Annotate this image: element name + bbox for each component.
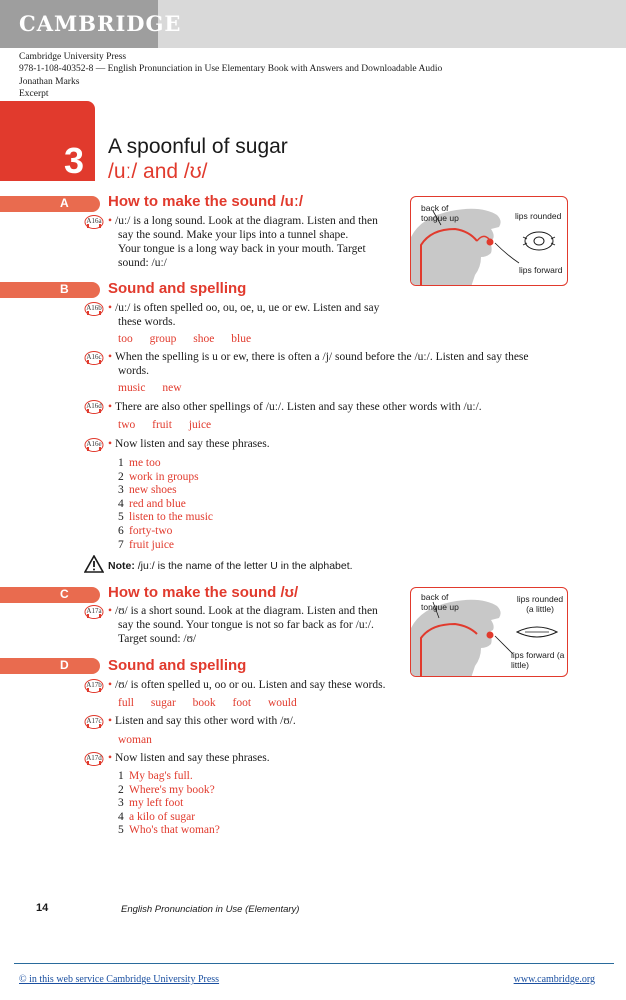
copyright-link[interactable]: © in this web service Cambridge University Press: [19, 974, 220, 985]
diagram-label-lips: lips rounded (a little): [516, 594, 564, 614]
item-line: /uː/ is often spelled oo, ou, oe, u, ue or ew. Listen and say: [115, 302, 380, 314]
section-d-heading: Sound and spelling: [108, 657, 247, 674]
bullet-icon: •: [108, 605, 113, 617]
footer-divider: [14, 963, 614, 964]
bullet-icon: •: [108, 401, 113, 413]
word-list-1: [118, 333, 265, 345]
meta-author: Jonathan Marks: [19, 76, 80, 87]
word: juice: [188, 419, 212, 431]
audio-track-icon[interactable]: [84, 301, 104, 316]
word: shoe: [193, 333, 215, 345]
bullet-icon: •: [108, 752, 113, 764]
note: [108, 560, 353, 572]
word: book: [192, 697, 216, 709]
section-d-item-1: [108, 678, 385, 692]
section-b-bar: [0, 282, 100, 298]
item-line: Now listen and say these phrases.: [115, 438, 270, 450]
item-line: Now listen and say these phrases.: [115, 752, 270, 764]
diagram-label-lips: lips rounded: [515, 211, 562, 221]
section-b-letter: B: [60, 282, 69, 296]
publisher-logo: CAMBRIDGE: [19, 11, 182, 36]
section-c-bar: [0, 587, 100, 603]
word: foot: [232, 697, 252, 709]
phrase-item: 2 work in groups: [118, 470, 199, 483]
section-a-line: sound: /uː/: [118, 257, 167, 269]
audio-track-icon[interactable]: [84, 214, 104, 229]
diagram-label-tongue: back of tongue up: [421, 592, 459, 612]
website-link[interactable]: www.cambridge.org: [513, 974, 595, 985]
word-list-4: [118, 697, 311, 709]
section-d-letter: D: [60, 658, 69, 672]
item-line: When the spelling is u or ew, there is often a /j/ sound before the /uː/. Listen and say these: [115, 351, 529, 363]
section-b-item-3: [108, 400, 482, 414]
diagram-label-forward: lips forward: [519, 265, 563, 275]
section-b-item-2: [108, 350, 529, 378]
section-d-bar: [0, 658, 100, 674]
audio-track-icon[interactable]: [84, 437, 104, 452]
audio-track-icon[interactable]: [84, 714, 104, 729]
bullet-icon: •: [108, 679, 113, 691]
book-metadata: [19, 51, 442, 101]
section-d-item-3: [108, 751, 270, 765]
item-line: /ʊ/ is often spelled u, oo or ou. Listen and say these words.: [115, 679, 386, 691]
audio-track-label: A16e: [86, 440, 102, 448]
phrase-list-d: [118, 770, 220, 838]
section-a-line: say the sound. Make your lips into a tunnel shape.: [118, 229, 349, 241]
item-line: There are also other spellings of /uː/. Listen and say these other words with /uː/.: [115, 401, 482, 413]
phrase-list-b: [118, 457, 213, 552]
unit-number: 3: [64, 140, 85, 181]
mouth-diagram-uu: [410, 196, 568, 286]
audio-track-label: A16a: [86, 217, 102, 225]
audio-track-icon[interactable]: [84, 678, 104, 693]
item-line: these words.: [118, 316, 176, 328]
phrase-item: 2 Where's my book?: [118, 783, 215, 796]
unit-subtitle: /uː/ and /ʊ/: [108, 160, 208, 183]
word-list-5: [118, 734, 166, 746]
section-a-text: [108, 214, 378, 270]
note-text: /juː/ is the name of the letter U in the alphabet.: [137, 560, 353, 572]
section-a-line: /uː/ is a long sound. Look at the diagram. Listen and then: [115, 215, 378, 227]
word: new: [162, 382, 182, 394]
word: two: [118, 419, 136, 431]
phrase-item: 4 a kilo of sugar: [118, 810, 196, 823]
audio-track-icon[interactable]: [84, 604, 104, 619]
word: sugar: [150, 697, 176, 709]
word: woman: [118, 734, 152, 746]
word: fruit: [152, 419, 172, 431]
section-c-line: say the sound. Your tongue is not so far back as for /uː/.: [118, 619, 374, 631]
word: group: [149, 333, 177, 345]
phrase-item: 1 My bag's full.: [118, 770, 193, 782]
phrase-item: 6 forty-two: [118, 524, 173, 537]
section-c-heading: How to make the sound /ʊ/: [108, 584, 299, 601]
audio-track-label: A17a: [86, 607, 102, 615]
section-c-line: /ʊ/ is a short sound. Look at the diagram. Listen and then: [115, 605, 378, 617]
bullet-icon: •: [108, 438, 113, 450]
word: full: [118, 697, 134, 709]
phrase-item: 7 fruit juice: [118, 538, 175, 551]
book-title-footer: English Pronunciation in Use (Elementary): [121, 904, 300, 915]
diagram-label-forward: lips forward (a little): [511, 650, 565, 670]
audio-track-label: A16b: [86, 304, 102, 312]
word: music: [118, 382, 146, 394]
phrase-item: 5 Who's that woman?: [118, 824, 220, 837]
page-number: 14: [36, 902, 49, 914]
section-b-item-4: [108, 437, 270, 451]
section-a-heading: How to make the sound /uː/: [108, 193, 304, 210]
phrase-item: 4 red and blue: [118, 497, 186, 510]
word: blue: [231, 333, 252, 345]
phrase-item: 1 me too: [118, 457, 161, 469]
meta-publisher: Cambridge University Press: [19, 52, 127, 62]
section-c-letter: C: [60, 587, 69, 601]
section-b-heading: Sound and spelling: [108, 280, 247, 297]
note-label: Note:: [108, 560, 135, 572]
word-list-3: [118, 419, 225, 431]
section-a-bar: [0, 196, 100, 212]
word-list-2: [118, 382, 196, 394]
audio-track-label: A17c: [86, 717, 102, 725]
bullet-icon: •: [108, 715, 113, 727]
audio-track-label: A16c: [86, 353, 102, 361]
section-a-letter: A: [60, 196, 69, 210]
unit-title: A spoonful of sugar: [108, 135, 288, 158]
item-line: words.: [118, 365, 149, 377]
word: too: [118, 333, 133, 345]
section-c-line: Target sound: /ʊ/: [118, 633, 197, 645]
phrase-item: 5 listen to the music: [118, 511, 214, 524]
word: would: [267, 697, 297, 709]
meta-excerpt: Excerpt: [19, 89, 49, 100]
section-d-item-2: [108, 714, 296, 728]
audio-track-icon[interactable]: [84, 751, 104, 766]
meta-isbn: 978-1-108-40352-8 — English Pronunciation in Use Elementary Book with Answers and Downloadable Audio: [19, 64, 443, 75]
bullet-icon: •: [108, 302, 113, 314]
mouth-diagram-u: [410, 587, 568, 677]
section-b-item-1: [108, 301, 379, 329]
phrase-item: 3 new shoes: [118, 484, 177, 497]
item-line: Listen and say this other word with /ʊ/.: [115, 715, 296, 727]
bullet-icon: •: [108, 351, 113, 363]
warning-icon: [84, 555, 104, 573]
bullet-icon: •: [108, 215, 113, 227]
audio-track-label: A16d: [86, 402, 102, 410]
section-c-text: [108, 604, 378, 646]
phrase-item: 3 my left foot: [118, 797, 184, 810]
audio-track-icon[interactable]: [84, 399, 104, 414]
audio-track-icon[interactable]: [84, 350, 104, 365]
audio-track-label: A17b: [86, 681, 102, 689]
audio-track-label: A17d: [86, 754, 102, 762]
diagram-label-tongue: back of tongue up: [421, 203, 459, 223]
section-a-line: Your tongue is a long way back in your mouth. Target: [118, 243, 366, 255]
